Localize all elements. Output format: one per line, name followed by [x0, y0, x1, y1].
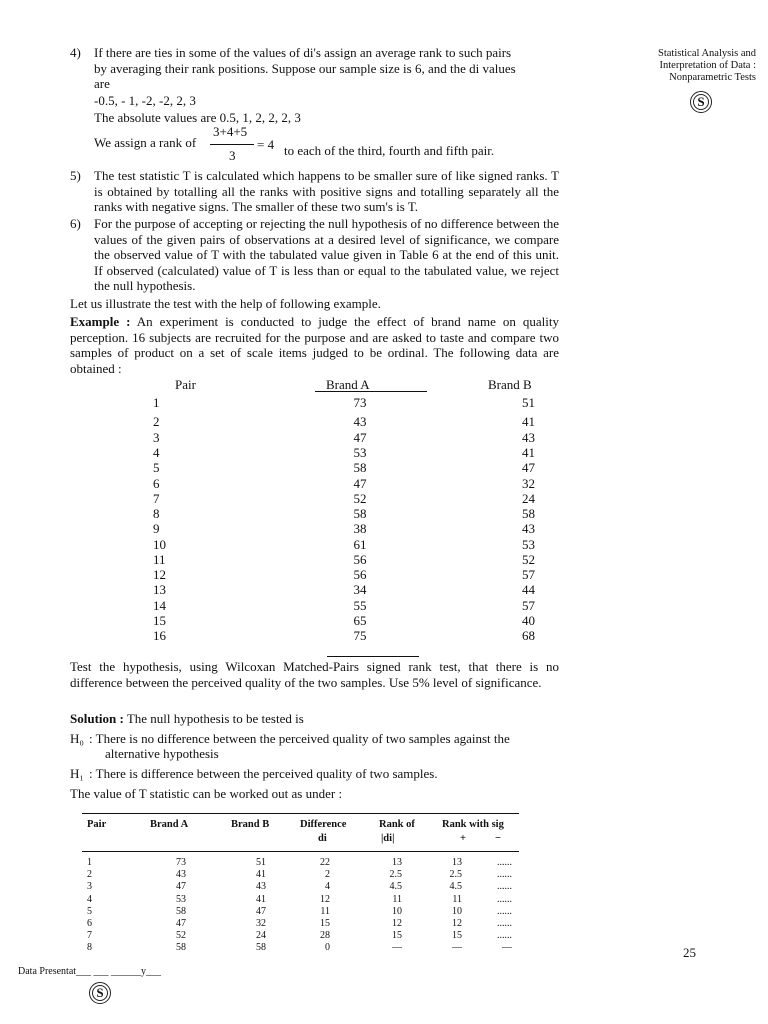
- h0-line-2: alternative hypothesis: [105, 746, 219, 761]
- table1-brand-a-cell: 43: [353, 414, 367, 429]
- table1-brand-b-cell: 47: [522, 460, 535, 475]
- table1-brand-a-cell: 47: [353, 476, 367, 491]
- table2-rank-minus-cell: —: [502, 942, 512, 954]
- table2-rank-cell: 4.5: [389, 881, 402, 893]
- item-4-line-1: If there are ties in some of the values of di's assign an average rank to such pairs: [94, 45, 512, 60]
- table1-pair-cell: 14: [153, 598, 166, 613]
- table2-brand-b-cell: 47: [256, 905, 266, 917]
- table1-brand-b-cell: 58: [522, 506, 535, 521]
- table1-pair-cell: 8: [153, 506, 160, 521]
- table1-pair-cell: 13: [153, 582, 166, 597]
- example-label: Example :: [70, 314, 131, 329]
- item-5-text: The test statistic T is calculated which happens to be smaller sure of like signed ranks. T is obtained by totalling all the ranks with positive signs and totalling separately all the ranks with negative signs. The smaller of these two sum's is T.: [94, 168, 559, 214]
- table2-rank-plus-cell: 4.5: [449, 881, 462, 893]
- table1-brand-b-cell: 43: [522, 521, 535, 536]
- solution-line: [70, 711, 304, 727]
- solution-text: The null hypothesis to be tested is: [126, 711, 304, 726]
- item-6-number: 6): [70, 216, 81, 231]
- table2-brand-b-cell: 32: [256, 918, 266, 929]
- table2-brand-a-cell: 52: [176, 930, 186, 942]
- table1-header-brand-b: Brand B: [488, 377, 532, 392]
- table2-pair-cell: 3: [87, 881, 92, 893]
- t-value-text: The value of T statistic can be worked out as under :: [70, 786, 343, 801]
- table2-header-rank-with-sign: Rank with sig: [442, 819, 504, 830]
- table2-rank-cell: 15: [392, 930, 402, 942]
- table2-difference-cell: 15: [320, 918, 330, 929]
- table2-rank-cell: 13: [392, 857, 402, 868]
- table1-brand-a-cell: 38: [353, 521, 367, 536]
- table2-difference-cell: 28: [320, 930, 330, 942]
- table2-brand-b-cell: 41: [256, 893, 266, 905]
- table2-rank-plus-cell: 15: [452, 930, 462, 942]
- university-logo-icon: S: [690, 91, 712, 113]
- table1-pair-cell: 6: [153, 476, 160, 491]
- table2-pair-cell: 6: [87, 918, 92, 929]
- sidebar-line-1: Statistical Analysis and: [658, 48, 756, 59]
- table1-pair-cell: 5: [153, 460, 160, 475]
- sidebar-heading: [622, 48, 756, 84]
- table2-rank-minus-cell: ......: [497, 881, 512, 893]
- table2-rank-minus-cell: ......: [497, 918, 512, 929]
- table2-rank-plus-cell: 10: [452, 905, 462, 917]
- table2-rank-cell: 11: [392, 893, 402, 905]
- table2-rank-minus-cell: ......: [497, 930, 512, 942]
- table2-brand-a-cell: 58: [176, 942, 186, 954]
- table2-header-rank-of: Rank of: [379, 819, 415, 830]
- fraction-bar: [210, 144, 254, 145]
- table1-brand-b-cell: 57: [522, 567, 535, 582]
- table1-brand-a-cell: 58: [353, 506, 367, 521]
- table2-difference-cell: 4: [325, 881, 330, 893]
- sidebar-line-2: Interpretation of Data :: [659, 60, 756, 71]
- page-number: 25: [683, 945, 696, 960]
- table2-header-brand-a: Brand A: [150, 819, 189, 830]
- table2-rank-plus-cell: 13: [452, 857, 462, 868]
- table1-brand-a-cell: 58: [353, 460, 367, 475]
- table2-header-difference: Difference: [300, 819, 347, 830]
- table1-brand-a-cell: 55: [353, 598, 367, 613]
- table1-brand-b-cell: 57: [522, 598, 535, 613]
- table2-difference-cell: 11: [320, 905, 330, 917]
- table2-pair-cell: 2: [87, 869, 92, 881]
- h1-label: H₁: [70, 766, 84, 781]
- table2-brand-a-cell: 73: [176, 857, 186, 868]
- table1-pair-cell: 2: [153, 414, 160, 429]
- table1-pair-cell: 16: [153, 628, 166, 643]
- table1-brand-b-cell: 24: [522, 491, 535, 506]
- table2-brand-a-cell: 53: [176, 893, 186, 905]
- table2-rank-cell: —: [392, 942, 402, 954]
- table1-pair-cell: 11: [153, 552, 166, 567]
- table2-pair-cell: 1: [87, 857, 92, 868]
- table1-brand-b-cell: 68: [522, 628, 535, 643]
- table1-header-underline: [315, 391, 427, 392]
- h0-label: H₀: [70, 731, 84, 746]
- table2-header-di: di: [318, 833, 327, 844]
- table2-brand-b-cell: 43: [256, 881, 266, 893]
- example-text: An experiment is conducted to judge the effect of brand name on quality perception. 16 subjects are recruited for the purpose and are asked to taste and compare two samples of product on a set of scale items judged to be ordinal. The following data are obtained :: [70, 314, 559, 376]
- test-hypothesis-text: Test the hypothesis, using Wilcoxan Matched-Pairs signed rank test, that there is no difference between the perceived quality of the two samples. Use 5% level of significance.: [70, 659, 559, 690]
- table2-top-rule: [82, 813, 519, 814]
- table2-rank-cell: 12: [392, 918, 402, 929]
- table2-pair-cell: 4: [87, 893, 92, 905]
- table2-rank-plus-cell: 2.5: [449, 869, 462, 881]
- table1-brand-b-cell: 51: [522, 395, 535, 410]
- table2-header-brand-b: Brand B: [231, 819, 270, 830]
- item-6-text: For the purpose of accepting or rejecting the null hypothesis of no difference between the values of the given pairs of observations at a desired level of significance, we compare the observed value of T with the tabulated value given in Table 6 at the end of this unit. If observed (calculated) value of T is less than or equal to the tabulated value, we reject the null hypothesis.: [94, 216, 559, 293]
- table2-brand-b-cell: 51: [256, 857, 266, 868]
- table1-pair-cell: 15: [153, 613, 166, 628]
- fraction-denominator: 3: [229, 148, 236, 163]
- table2-rank-plus-cell: 11: [452, 893, 462, 905]
- table2-brand-a-cell: 47: [176, 881, 186, 893]
- table1-header-brand-a: Brand A: [326, 377, 370, 392]
- table1-pair-cell: 1: [153, 395, 160, 410]
- table2-header-minus: −: [495, 833, 501, 844]
- table1-pair-cell: 9: [153, 521, 160, 536]
- table1-brand-b-cell: 40: [522, 613, 535, 628]
- table2-rank-minus-cell: ......: [497, 905, 512, 917]
- table1-brand-b-cell: 53: [522, 537, 535, 552]
- table1-pair-cell: 3: [153, 430, 160, 445]
- sidebar-line-3: Nonparametric Tests: [669, 72, 756, 83]
- table2-pair-cell: 5: [87, 905, 92, 917]
- table2-rank-cell: 2.5: [389, 869, 402, 881]
- table2-rank-plus-cell: —: [452, 942, 462, 954]
- table2-header-abs-di: |di|: [381, 833, 395, 844]
- table2-brand-b-cell: 41: [256, 869, 266, 881]
- table2-difference-cell: 2: [325, 869, 330, 881]
- table1-brand-b-cell: 41: [522, 445, 535, 460]
- illustrate-text: Let us illustrate the test with the help of following example.: [70, 296, 381, 311]
- item-4-line-3: are: [94, 76, 110, 91]
- table1-brand-a-cell: 47: [353, 430, 367, 445]
- table1-brand-a-cell: 52: [353, 491, 367, 506]
- table1-pair-cell: 4: [153, 445, 160, 460]
- table2-header-rule: [82, 851, 519, 852]
- solution-label: Solution :: [70, 711, 124, 726]
- h1-text: : There is difference between the perceived quality of two samples.: [89, 766, 438, 781]
- table2-brand-b-cell: 58: [256, 942, 266, 954]
- table1-brand-b-cell: 43: [522, 430, 535, 445]
- table1-header-pair: Pair: [175, 377, 196, 392]
- table1-brand-a-cell: 65: [353, 613, 367, 628]
- table1-bottom-rule: [327, 656, 419, 657]
- item-4-line-2: by averaging their rank positions. Suppose our sample size is 6, and the di values: [94, 61, 516, 76]
- table1-brand-a-cell: 73: [353, 395, 367, 410]
- table2-rank-minus-cell: ......: [497, 869, 512, 881]
- table1-brand-a-cell: 61: [353, 537, 367, 552]
- table2-header-plus: +: [460, 833, 466, 844]
- table1-brand-a-cell: 56: [353, 567, 367, 582]
- h0-line-1: : There is no difference between the perceived quality of two samples against the: [89, 731, 510, 746]
- table2-rank-minus-cell: ......: [497, 893, 512, 905]
- table2-rank-cell: 10: [392, 905, 402, 917]
- table2-difference-cell: 22: [320, 857, 330, 868]
- table2-difference-cell: 12: [320, 893, 330, 905]
- table1-pair-cell: 7: [153, 491, 160, 506]
- table2-header-pair: Pair: [87, 819, 107, 830]
- item-4-values: -0.5, - 1, -2, -2, 2, 3: [94, 93, 196, 108]
- footer-logo-icon: S: [89, 982, 111, 1004]
- table1-brand-a-cell: 56: [353, 552, 367, 567]
- example-paragraph: [70, 314, 559, 376]
- table2-pair-cell: 8: [87, 942, 92, 954]
- table2-brand-a-cell: 43: [176, 869, 186, 881]
- table1-brand-b-cell: 32: [522, 476, 535, 491]
- table2-rank-plus-cell: 12: [452, 918, 462, 929]
- fraction-result: = 4: [257, 137, 275, 152]
- table1-brand-a-cell: 75: [353, 628, 367, 643]
- table1-brand-a-cell: 34: [353, 582, 367, 597]
- item-4-absolute: The absolute values are 0.5, 1, 2, 2, 2, 3: [94, 110, 301, 125]
- table2-brand-a-cell: 47: [176, 918, 186, 929]
- table1-pair-cell: 12: [153, 567, 166, 582]
- item-4-number: 4): [70, 45, 81, 60]
- table1-pair-cell: 10: [153, 537, 166, 552]
- table1-brand-b-cell: 44: [522, 582, 535, 597]
- item-4-assign-suffix: to each of the third, fourth and fifth pair.: [284, 143, 495, 158]
- table2-difference-cell: 0: [325, 942, 330, 954]
- table1-brand-b-cell: 52: [522, 552, 535, 567]
- table2-brand-b-cell: 24: [256, 930, 266, 942]
- item-5-number: 5): [70, 168, 81, 183]
- item-4-assign-prefix: We assign a rank of: [94, 135, 197, 150]
- table2-rank-minus-cell: ......: [497, 857, 512, 868]
- table1-brand-a-cell: 53: [353, 445, 367, 460]
- fraction-numerator: 3+4+5: [213, 124, 248, 139]
- table2-brand-a-cell: 58: [176, 905, 186, 917]
- footer-text: Data Presentat___ ___ ______y___: [18, 966, 162, 977]
- table2-pair-cell: 7: [87, 930, 92, 942]
- table1-brand-b-cell: 41: [522, 414, 535, 429]
